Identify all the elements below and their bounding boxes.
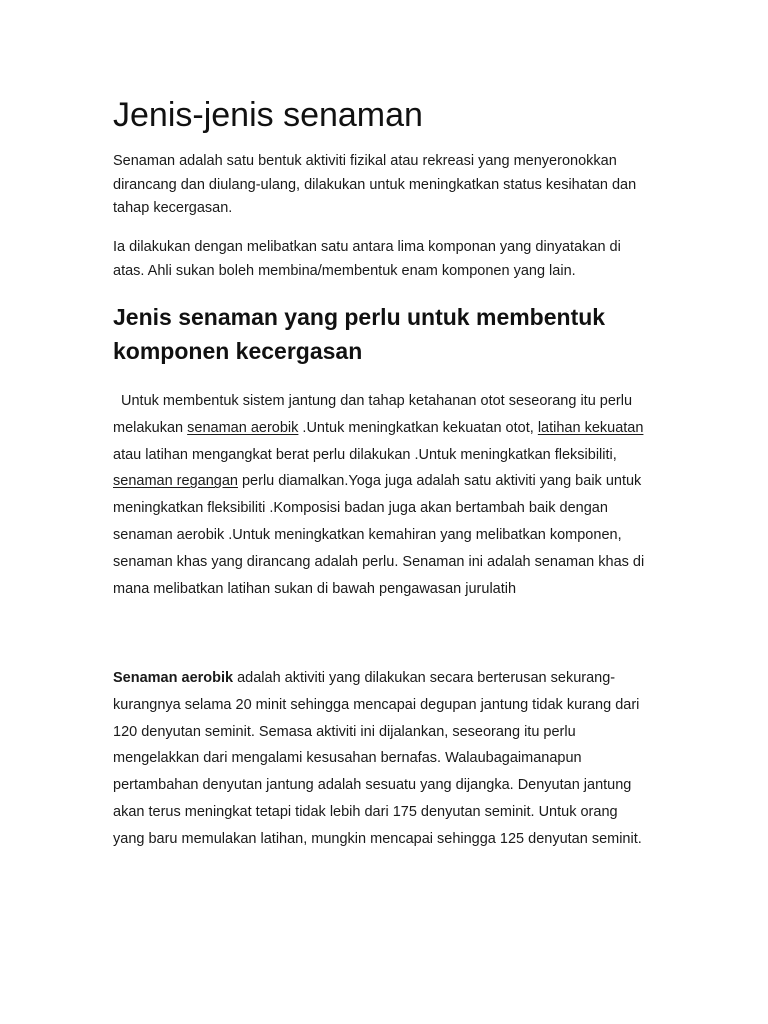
section-paragraph: [113, 388, 655, 602]
section-text-4: perlu diamalkan.Yoga juga adalah satu aktiviti yang baik untuk meningkatkan fleksibiliti .Komposisi badan juga akan bertambah baik dengan senaman aerobik .Untuk meningkatkan kemahiran yang melibatkan komponen, senaman khas yang dirancang adalah perlu. Senaman ini adalah senaman khas di mana melibatkan latihan sukan di bawah pengawasan jurulatih: [113, 473, 645, 597]
section-heading: Jenis senaman yang perlu untuk membentuk komponen kecergasan: [113, 304, 606, 364]
aerobic-paragraph: [113, 665, 643, 853]
section-text-3: atau latihan mengangkat berat perlu dilakukan .Untuk meningkatkan fleksibiliti,: [113, 446, 617, 463]
intro-paragraph-1: Senaman adalah satu bentuk aktiviti fizikal atau rekreasi yang menyeronokkan dirancang dan diulang-ulang, dilakukan untuk meningkatkan status kesihatan dan tahap kecergasan.: [113, 153, 637, 216]
intro-paragraph-2: Ia dilakukan dengan melibatkan satu antara lima komponan yang dinyatakan di atas. Ahli sukan boleh membina/membentuk enam komponen yang lain.: [113, 239, 621, 279]
link-senaman-aerobik[interactable]: senaman aerobik: [187, 419, 299, 436]
section-text-1: Untuk membentuk sistem jantung dan tahap ketahanan otot seseorang itu perlu melakukan: [113, 393, 633, 436]
link-senaman-regangan[interactable]: senaman regangan: [113, 473, 238, 490]
page-title: Jenis-jenis senaman: [113, 96, 423, 134]
section-text-2: .Untuk meningkatkan kekuatan otot,: [298, 419, 538, 436]
link-latihan-kekuatan[interactable]: latihan kekuatan: [537, 419, 644, 436]
aerobic-text: adalah aktiviti yang dilakukan secara berterusan sekurang-kurangnya selama 20 minit sehingga mencapai degupan jantung tidak kurang dari 120 denyutan seminit. Semasa aktiviti ini dijalankan, seseorang itu perlu mengelakkan dari mengalami kesusahan bernafas. Walaubagaimanapun pertambahan denyutan jantung adalah sesuatu yang dijangka. Denyutan jantung akan terus meningkat tetapi tidak lebih dari 175 denyutan seminit. Untuk orang yang baru memulakan latihan, mungkin mencapai sehingga 125 denyutan seminit.: [113, 670, 642, 847]
aerobic-term: Senaman aerobik: [113, 670, 234, 686]
